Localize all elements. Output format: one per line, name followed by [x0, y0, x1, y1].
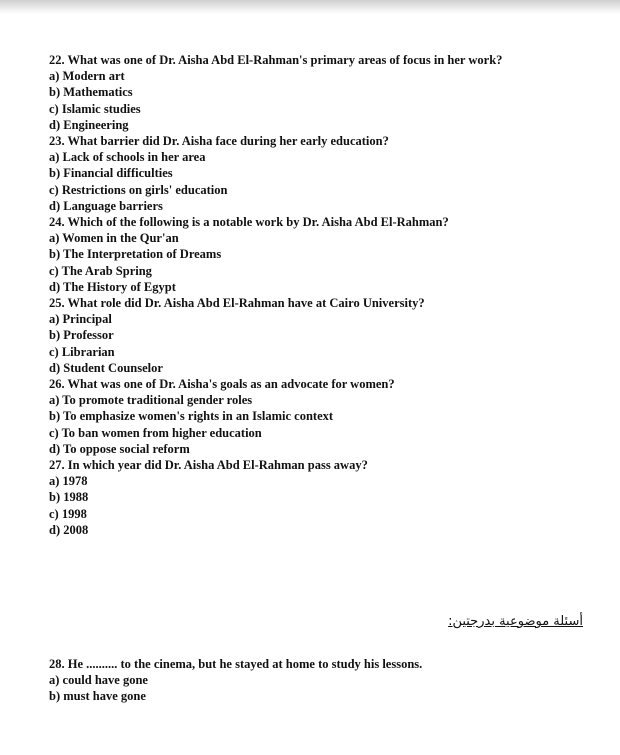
option-d: d) Language barriers: [49, 198, 163, 213]
option-d: d) Engineering: [49, 117, 129, 132]
option-b: b) Financial difficulties: [49, 166, 173, 181]
question-22: 22. What was one of Dr. Aisha Abd El-Rahman's primary areas of focus in her work?: [49, 53, 503, 67]
option-b: b) 1988: [49, 490, 89, 505]
option-a: a) To promote traditional gender roles: [49, 393, 253, 408]
question-25: 25. What role did Dr. Aisha Abd El-Rahman have at Cairo University?: [49, 296, 425, 311]
option-c: c) The Arab Spring: [49, 263, 152, 278]
question-28: 28. He .......... to the cinema, but he stayed at home to study his lessons.: [49, 657, 423, 671]
option-b: b) must have gone: [49, 689, 146, 704]
option-d: d) The History of Egypt: [49, 279, 176, 294]
section-heading: أسئلة موضوعية بدرجتين:: [448, 614, 583, 629]
question-list-2: [49, 656, 609, 705]
question-27: 27. In which year did Dr. Aisha Abd El-Rahman pass away?: [49, 458, 368, 473]
option-d: d) 2008: [49, 522, 89, 537]
option-c: c) Islamic studies: [49, 101, 141, 116]
option-a: a) Women in the Qur'an: [49, 231, 179, 246]
option-b: b) The Interpretation of Dreams: [49, 247, 222, 262]
option-a: a) Modern art: [49, 69, 125, 84]
option-c: c) Restrictions on girls' education: [49, 182, 228, 197]
question-23: 23. What barrier did Dr. Aisha face during her early education?: [49, 134, 389, 149]
option-b: b) To emphasize women's rights in an Islamic context: [49, 409, 334, 424]
question-list: [49, 52, 609, 538]
viewer-top-shadow: [0, 0, 620, 14]
option-d: d) Student Counselor: [49, 360, 163, 375]
option-c: c) 1998: [49, 506, 87, 521]
option-a: a) 1978: [49, 474, 88, 489]
option-d: d) To oppose social reform: [49, 441, 190, 456]
option-b: b) Professor: [49, 328, 114, 343]
option-a: a) Principal: [49, 312, 112, 327]
option-c: c) To ban women from higher education: [49, 425, 262, 440]
option-a: a) could have gone: [49, 673, 148, 688]
question-26: 26. What was one of Dr. Aisha's goals as an advocate for women?: [49, 377, 395, 392]
option-b: b) Mathematics: [49, 85, 133, 100]
option-c: c) Librarian: [49, 344, 115, 359]
question-24: 24. Which of the following is a notable work by Dr. Aisha Abd El-Rahman?: [49, 215, 449, 230]
option-a: a) Lack of schools in her area: [49, 150, 206, 165]
